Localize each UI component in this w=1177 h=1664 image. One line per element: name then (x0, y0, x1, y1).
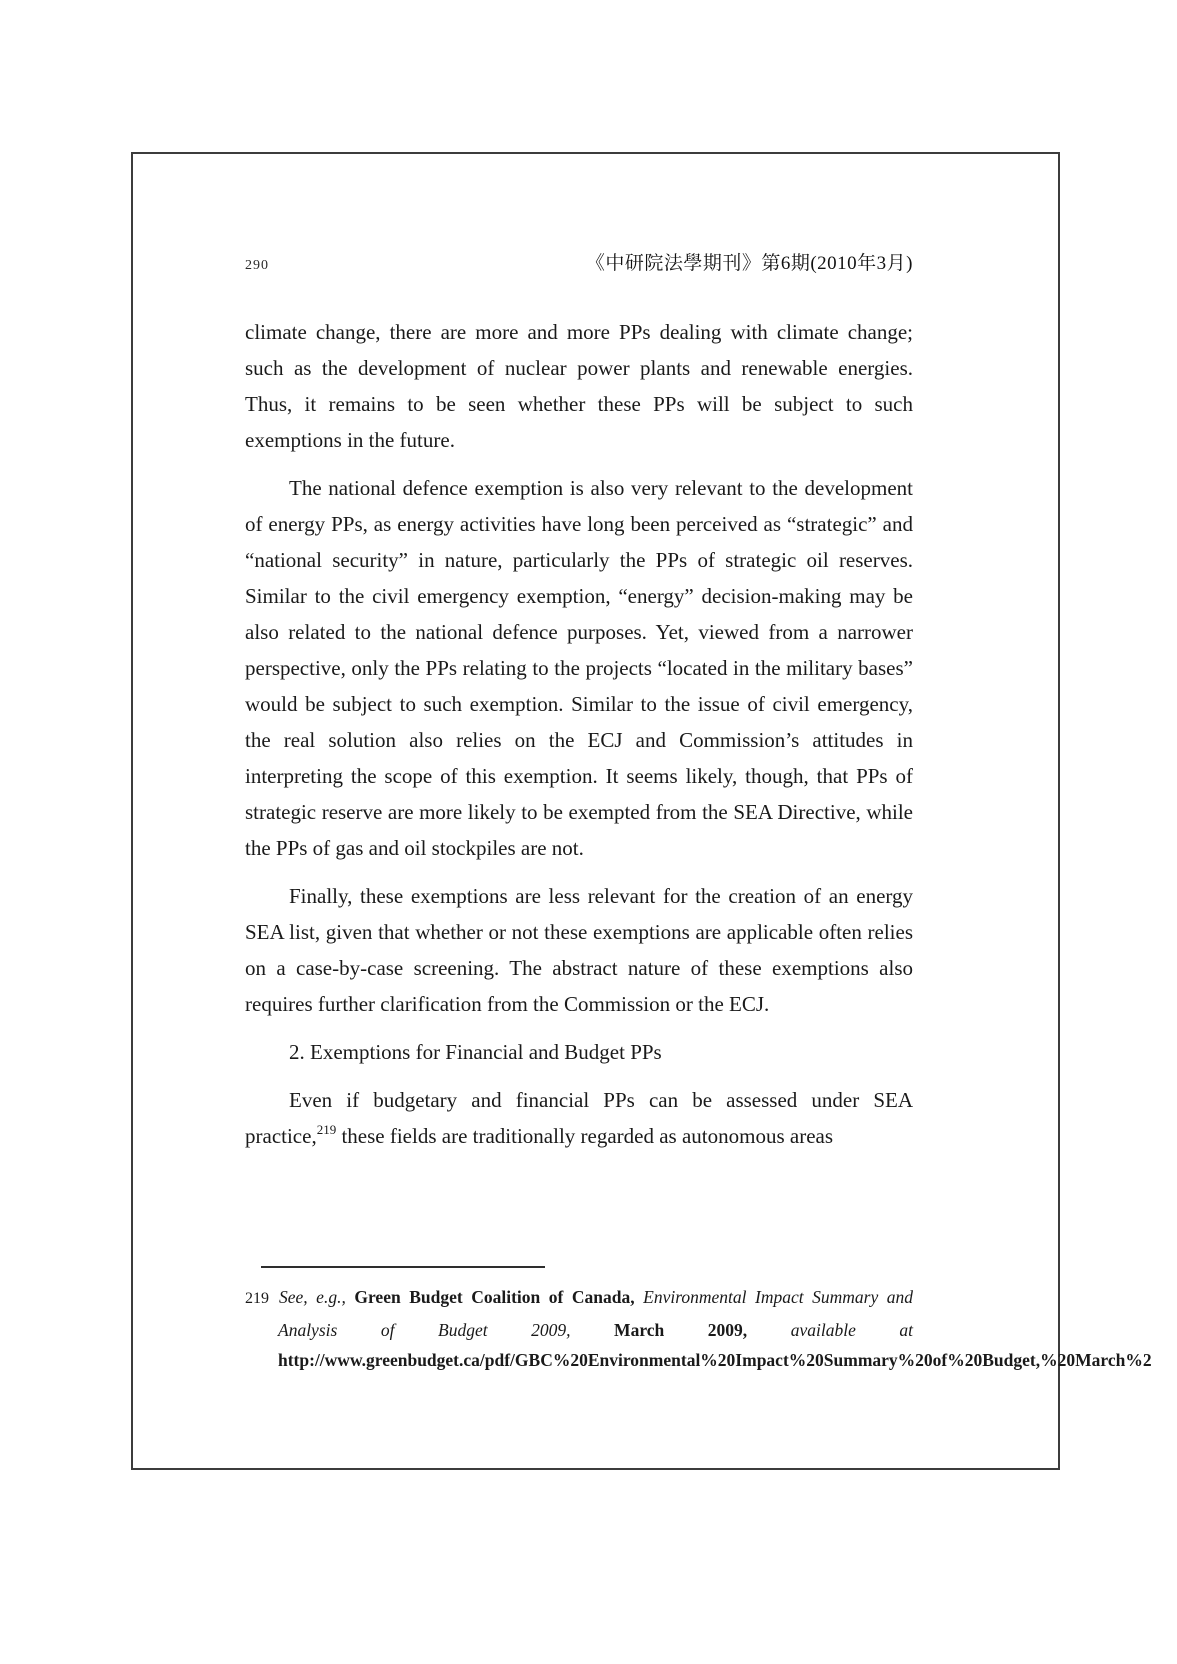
article-body (245, 314, 913, 1154)
paragraph-national-defence: The national defence exemption is also very relevant to the development of energy PPs, as energy activities have long been perceived as “strategic” and “national security” in nature, particularly the PPs of strategic oil reserves. Similar to the civil emergency exemption, “energy” decision-making may be also related to the national defence purposes. Yet, viewed from a narrower perspective, only the PPs relating to the projects “located in the military bases” would be subject to such exemption. Similar to the issue of civil emergency, the real solution also relies on the ECJ and Commission’s attitudes in interpreting the scope of this exemption. It seems likely, though, that PPs of strategic reserve are more likely to be exempted from the SEA Directive, while the PPs of gas and oil stockpiles are not. (245, 476, 913, 860)
section-heading-exemptions-financial-budget: 2. Exemptions for Financial and Budget PPs (289, 1040, 662, 1064)
footnote-text (278, 1287, 1152, 1370)
page-sheet (131, 152, 1152, 1470)
footnote-segment: See, e.g., (279, 1287, 355, 1307)
footnote-segment: March 2009, (614, 1319, 791, 1340)
paragraph-text-before-footnote-ref: Even if budgetary and financial PPs can be assessed under SEA practice, (245, 1088, 913, 1148)
footnote-219 (245, 1282, 1152, 1376)
footnote-number: 219 (245, 1290, 269, 1307)
page-header (245, 248, 913, 275)
journal-title: 《中研院法學期刊》第6期(2010年3月) (585, 253, 913, 274)
footnote-area (245, 1258, 1152, 1376)
paragraph-finally-exemptions: Finally, these exemptions are less relevant for the creation of an energy SEA list, given that whether or not these exemptions are applicable often relies on a case-by-case screening. The abstract nature of these exemptions also requires further clarification from the Commission or the ECJ. (245, 884, 913, 1016)
paragraph-text-after-footnote-ref: these fields are traditionally regarded as autonomous areas (336, 1124, 834, 1148)
footnote-segment: available at (790, 1319, 914, 1340)
paragraph-climate-change: climate change, there are more and more PPs dealing with climate change; such as the development of nuclear power plants and renewable energies. Thus, it remains to be seen whether these PPs will be subject to such exemptions in the future. (245, 320, 913, 452)
footnote-segment: http://www.greenbudget.ca/pdf/GBC%20Environmental%20Impact%20Summary%20of%20Budget,%20March%2 (278, 1350, 1152, 1370)
footnote-segment: Green Budget Coalition of Canada, (354, 1287, 644, 1307)
paragraph-budgetary-financial (245, 1082, 913, 1154)
footnote-segment: Environmental Impact Summary and Analysis of Budget 2009, (278, 1287, 913, 1340)
footnote-separator-rule (261, 1266, 545, 1268)
footnote-reference-219: 219 (316, 1122, 337, 1137)
page-number: 290 (245, 258, 269, 273)
